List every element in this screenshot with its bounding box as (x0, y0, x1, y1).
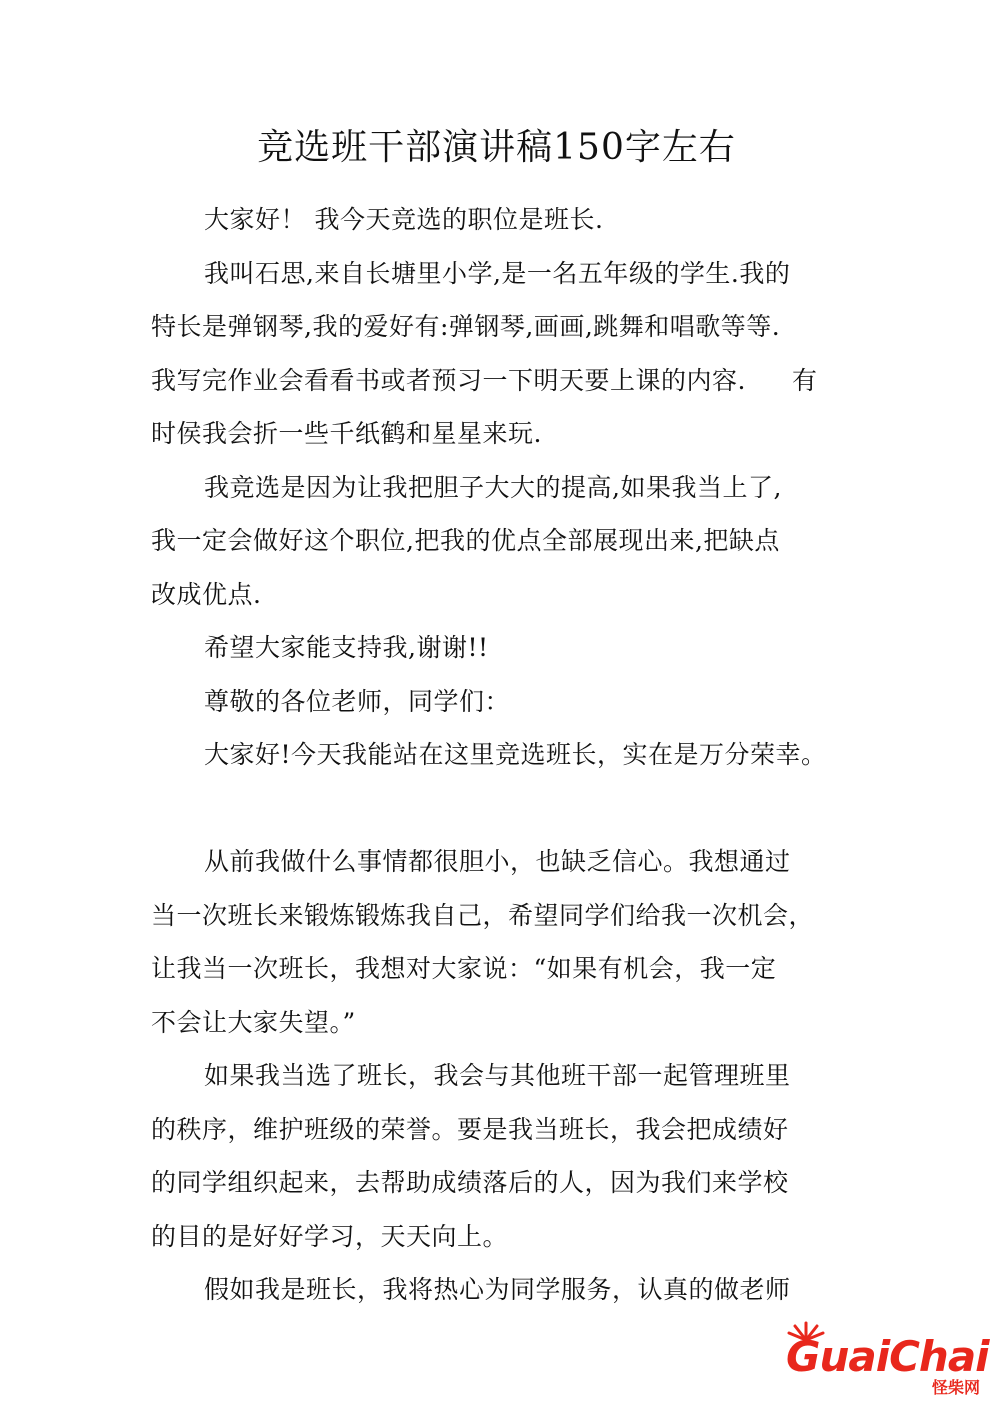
text-line-content: 如果我当选了班长，我会与其他班干部一起管理班里 (204, 1061, 791, 1090)
logo-brand-text: GuaiChai (786, 1332, 989, 1381)
text-line (151, 354, 851, 408)
text-line-content: 特长是弹钢琴,我的爱好有:弹钢琴,画画,跳舞和唱歌等等. (151, 312, 781, 341)
text-line (151, 889, 851, 943)
text-line (151, 1103, 851, 1157)
text-line-content: 大家好！ 我今天竞选的职位是班长. (204, 205, 604, 234)
logo-subtitle: 怪柴网 (931, 1378, 980, 1397)
text-line-content: 时侯我会折一些千纸鹤和星星来玩. (151, 419, 542, 448)
text-line (151, 1049, 851, 1103)
text-line (151, 461, 851, 515)
text-line-content: 让我当一次班长，我想对大家说：“如果有机会，我一定 (151, 954, 777, 983)
text-line (151, 300, 851, 354)
text-line (151, 1156, 851, 1210)
text-line (151, 514, 851, 568)
text-line-content: 的秩序，维护班级的荣誉。要是我当班长，我会把成绩好 (151, 1114, 789, 1144)
text-line-content: 不会让大家失望。” (151, 1007, 356, 1037)
text-line (151, 675, 851, 729)
text-line (151, 247, 851, 301)
text-line (151, 996, 851, 1050)
text-line (151, 193, 851, 247)
text-line (151, 1263, 851, 1317)
text-line-content: 我写完作业会看看书或者预习一下明天要上课的内容. (151, 365, 746, 395)
text-line-content: 假如我是班长，我将热心为同学服务，认真的做老师 (204, 1275, 791, 1304)
document-body (151, 193, 851, 1317)
text-line-content: 的目的是好好学习，天天向上。 (151, 1221, 509, 1251)
text-line-content: 当一次班长来锻炼锻炼我自己，希望同学们给我一次机会， (151, 900, 815, 930)
text-line-content: 希望大家能支持我,谢谢!! (204, 633, 489, 662)
text-line-content: 改成优点. (151, 579, 262, 609)
text-line (151, 942, 851, 996)
text-line (151, 835, 851, 889)
text-line (151, 621, 851, 675)
text-line-content: 的同学组织起来，去帮助成绩落后的人，因为我们来学校 (151, 1168, 789, 1197)
text-line-tail: 有 (791, 365, 818, 395)
text-line-content: 我叫石思,来自长塘里小学,是一名五年级的学生.我的 (204, 258, 791, 288)
text-line-content: 尊敬的各位老师，同学们： (204, 686, 511, 716)
guaichai-logo (786, 1318, 989, 1402)
text-line (151, 1210, 851, 1264)
text-line-content: 大家好!今天我能站在这里竞选班长，实在是万分荣幸。 (204, 740, 827, 769)
text-line (151, 407, 851, 461)
text-line-content: 我竞选是因为让我把胆子大大的提高,如果我当上了, (204, 472, 782, 502)
text-line (151, 568, 851, 622)
text-line (151, 728, 851, 782)
text-line-content: 从前我做什么事情都很胆小，也缺乏信心。我想通过 (204, 847, 791, 876)
blank-line (151, 782, 851, 836)
text-line-content: 我一定会做好这个职位,把我的优点全部展现出来,把缺点 (151, 526, 780, 555)
document-title: 竞选班干部演讲稿150字左右 (257, 127, 736, 168)
